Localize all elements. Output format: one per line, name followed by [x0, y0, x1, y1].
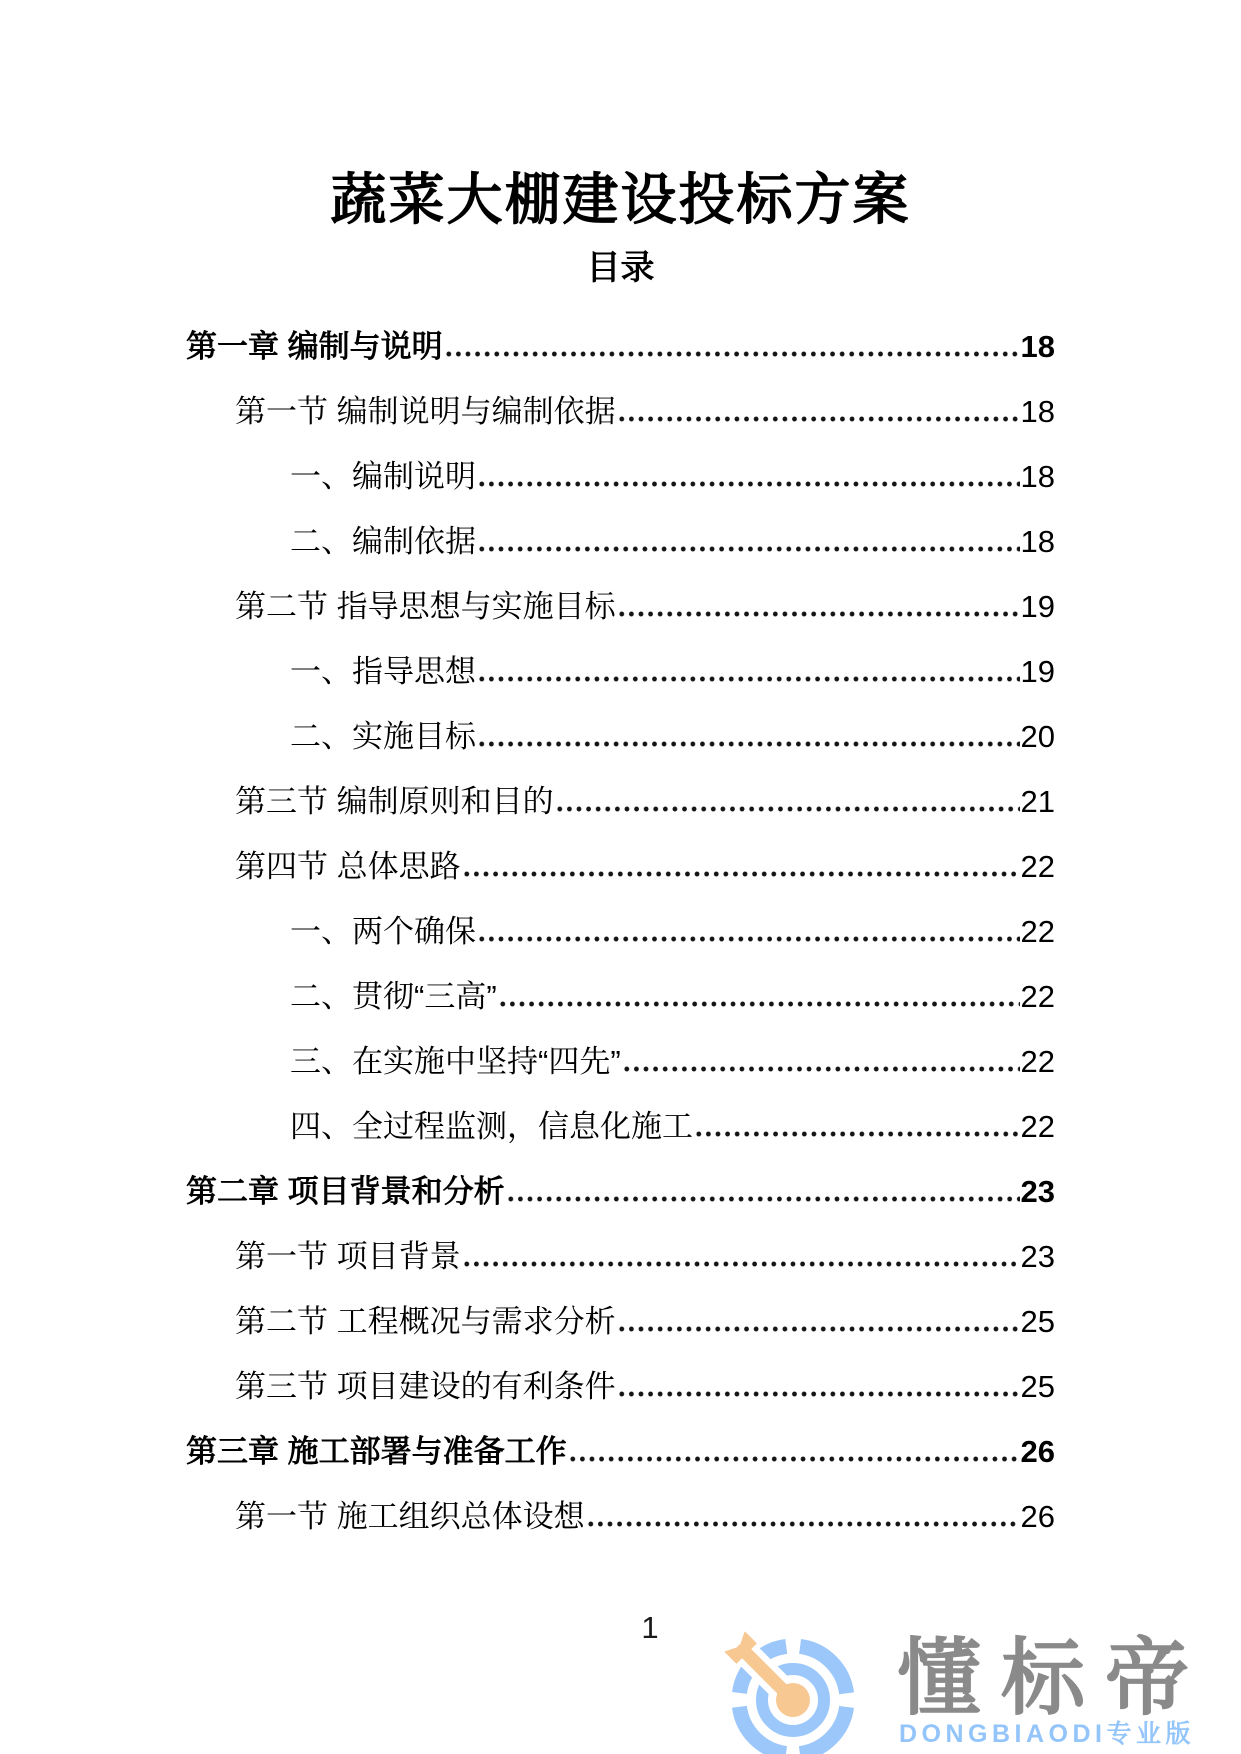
toc-dot-leader — [462, 851, 1020, 882]
toc-entry-title: 第三章 施工部署与准备工作 — [186, 1434, 567, 1469]
toc-row[interactable] — [186, 1094, 1055, 1159]
toc-entry-page-number: 23 — [1020, 1239, 1055, 1274]
toc-entry-page-number: 19 — [1020, 589, 1055, 624]
toc-dot-leader — [477, 461, 1020, 492]
toc-dot-leader — [477, 656, 1020, 687]
toc-entry-title: 第二节 指导思想与实施目标 — [235, 589, 616, 624]
toc-dot-leader — [498, 981, 1020, 1012]
toc-row[interactable] — [186, 834, 1055, 899]
toc-entry-title: 第四节 总体思路 — [235, 849, 461, 884]
footer-page-number: 1 — [641, 1610, 659, 1645]
toc-entry-page-number: 18 — [1020, 394, 1055, 429]
toc-dot-leader — [477, 721, 1020, 752]
toc-row[interactable] — [186, 444, 1055, 509]
toc-dot-leader — [555, 786, 1020, 817]
toc-dot-leader — [477, 916, 1020, 947]
toc-row[interactable] — [186, 1224, 1055, 1289]
toc-entry-title: 二、实施目标 — [290, 719, 476, 754]
toc-row[interactable] — [186, 964, 1055, 1029]
toc-row[interactable] — [186, 1029, 1055, 1094]
toc-dot-leader — [444, 331, 1020, 362]
toc-dot-leader — [617, 396, 1020, 427]
toc-heading: 目录 — [586, 249, 655, 287]
toc-entry-page-number: 23 — [1020, 1174, 1055, 1209]
toc-row[interactable] — [186, 314, 1055, 379]
table-of-contents — [186, 314, 1055, 1549]
toc-entry-page-number: 25 — [1020, 1369, 1055, 1404]
toc-row[interactable] — [186, 379, 1055, 444]
toc-row[interactable] — [186, 769, 1055, 834]
toc-entry-title: 二、贯彻“三高” — [290, 979, 497, 1014]
toc-dot-leader — [506, 1176, 1020, 1207]
toc-row[interactable] — [186, 574, 1055, 639]
toc-dot-leader — [462, 1241, 1020, 1272]
toc-entry-title: 第二节 工程概况与需求分析 — [235, 1304, 616, 1339]
toc-dot-leader — [617, 591, 1020, 622]
toc-entry-title: 第三节 编制原则和目的 — [235, 784, 554, 819]
toc-entry-title: 第一章 编制与说明 — [186, 329, 443, 364]
toc-entry-page-number: 22 — [1020, 849, 1055, 884]
toc-entry-page-number: 18 — [1020, 524, 1055, 559]
toc-entry-title: 一、两个确保 — [290, 914, 476, 949]
toc-entry-page-number: 25 — [1020, 1304, 1055, 1339]
toc-entry-page-number: 26 — [1020, 1434, 1055, 1469]
toc-entry-title: 一、指导思想 — [290, 654, 476, 689]
toc-dot-leader — [617, 1371, 1020, 1402]
document-title: 蔬菜大棚建设投标方案 — [330, 168, 911, 231]
toc-row[interactable] — [186, 1419, 1055, 1484]
toc-row[interactable] — [186, 899, 1055, 964]
toc-row[interactable] — [186, 1289, 1055, 1354]
toc-entry-title: 四、全过程监测，信息化施工 — [290, 1109, 693, 1144]
toc-dot-leader — [694, 1111, 1020, 1142]
toc-entry-page-number: 20 — [1020, 719, 1055, 754]
toc-entry-page-number: 22 — [1020, 979, 1055, 1014]
toc-entry-page-number: 21 — [1020, 784, 1055, 819]
toc-entry-title: 一、编制说明 — [290, 459, 476, 494]
toc-entry-page-number: 22 — [1020, 1109, 1055, 1144]
toc-entry-page-number: 19 — [1020, 654, 1055, 689]
toc-entry-title: 第一节 项目背景 — [235, 1239, 461, 1274]
toc-dot-leader — [586, 1501, 1020, 1532]
toc-dot-leader — [617, 1306, 1020, 1337]
toc-entry-page-number: 22 — [1020, 1044, 1055, 1079]
toc-entry-page-number: 26 — [1020, 1499, 1055, 1534]
toc-entry-page-number: 22 — [1020, 914, 1055, 949]
toc-entry-title: 第三节 项目建设的有利条件 — [235, 1369, 616, 1404]
toc-row[interactable] — [186, 1484, 1055, 1549]
toc-entry-page-number: 18 — [1020, 459, 1055, 494]
toc-entry-title: 第一节 施工组织总体设想 — [235, 1499, 585, 1534]
toc-entry-title: 第一节 编制说明与编制依据 — [235, 394, 616, 429]
toc-entry-page-number: 18 — [1020, 329, 1055, 364]
toc-entry-title: 第二章 项目背景和分析 — [186, 1174, 505, 1209]
watermark-brand-text: 懂标帝 — [897, 1631, 1210, 1725]
toc-dot-leader — [568, 1436, 1020, 1467]
toc-entry-title: 三、在实施中坚持“四先” — [290, 1044, 621, 1079]
toc-dot-leader — [622, 1046, 1020, 1077]
toc-entry-title: 二、编制依据 — [290, 524, 476, 559]
toc-row[interactable] — [186, 509, 1055, 574]
toc-row[interactable] — [186, 1159, 1055, 1224]
toc-row[interactable] — [186, 1354, 1055, 1419]
toc-row[interactable] — [186, 704, 1055, 769]
target-dart-icon — [723, 1628, 863, 1754]
watermark-caption-text: DONGBIAODI专业版 — [899, 1720, 1196, 1748]
toc-dot-leader — [477, 526, 1020, 557]
toc-row[interactable] — [186, 639, 1055, 704]
